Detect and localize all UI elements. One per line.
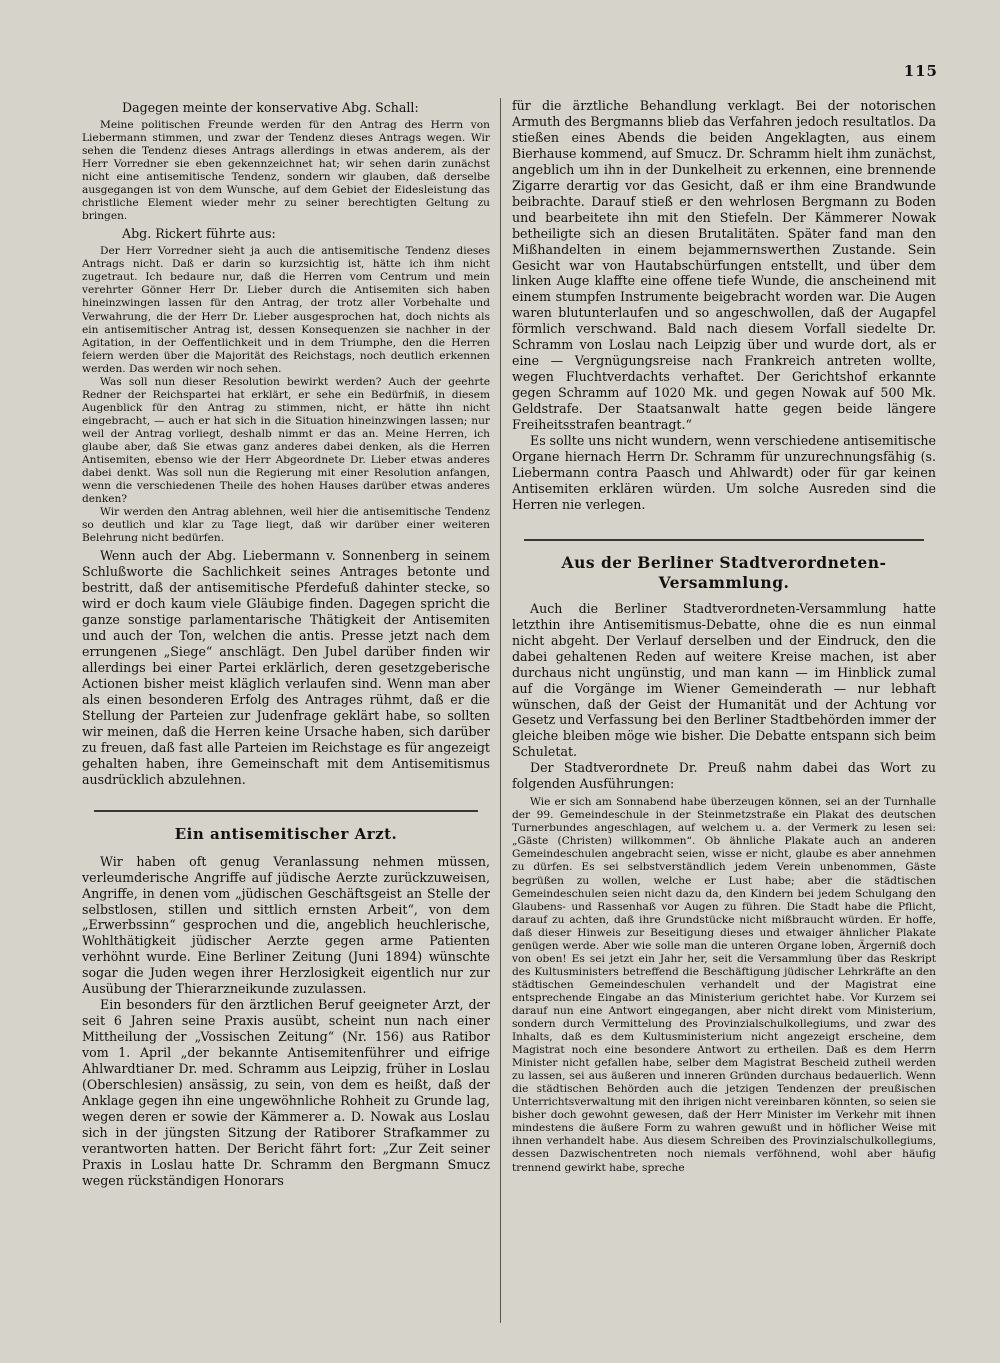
- para-bericht: für die ärztliche Behandlung verklagt. Bei der notorischen Armuth des Bergmanns blieb das Verfahren jedoch resultatlos. Da stießen eines Abends die beiden Angeklagten, aus einem Bierhause kommend, auf Smucz. Dr. Schramm hielt ihm zunächst, angeblich um ihn in der Dunkelheit zu erkennen, eine brennende Zigarre derartig vor das Gesicht, daß er ihm eine Brandwunde beibrachte. Darauf stieß er den wehrlosen Bergmann zu Boden und bearbeitete ihn mit den Stiefeln. Der Kämmerer Nowak betheiligte sich an diesen Brutalitäten. Später fand man den Mißhandelten in einem bejammernswerthen Zustande. Sein Gesicht war von Hautabschürfungen entstellt, und über dem linken Auge klaffte eine offene tiefe Wunde, die anscheinend mit einem stumpfen Instrumente beigebracht worden war. Die Augen waren blutunterlaufen und so angeschwollen, daß der Augapfel förmlich verschwand. Bald nach diesem Vorfall siedelte Dr. Schramm von Loslau nach Leipzig über und wurde dort, als er eine — Vergnügungsreise nach Frankreich antreten wollte, wegen Fluchtverdachts verhaftet. Der Gerichtshof erkannte gegen Schramm auf 1020 Mk. und gegen Nowak auf 500 Mk. Geldstrafe. Der Staatsanwalt hatte gegen beide längere Freiheitsstrafen beantragt.“: [512, 98, 936, 433]
- quote-rickert-2: Was soll nun dieser Resolution bewirkt werden? Auch der geehrte Redner der Reichspartei hat erklärt, er sehe ein Bedürfniß, in diesem Augenblick für den Antrag zu stimmen, nicht, er hätte ihn nicht eingebracht, — auch er hat sich in die Situation hineinzwingen lassen; nur weil der Antrag vorliegt, deshalb nimmt er das an. Meine Herren, ich glaube aber, daß Sie etwas ganz anderes dabei denken, als die Herren Antisemiten, ebenso wie der Herr Abgeordnete Dr. Lieber etwas anderes dabei denkt. Was soll nun die Regierung mit einer Resolution anfangen, wenn die verschiedenen Theile des hohen Hauses darüber etwas anderes denken?: [82, 375, 490, 506]
- quote-schall: Meine politischen Freunde werden für den Antrag des Herrn von Liebermann stimmen, und zwar der Tendenz dieses Antrags wegen. Wir sehen die Tendenz dieses Antrags allerdings in etwas anderem, als der Herr Vorredner sie eben gekennzeichnet hat; wir sehen darin zunächst nicht eine antisemitische Tendenz, sondern wir glauben, daß derselbe ausgegangen ist von dem Wunsche, auf dem Gebiet der Eidesleistung das christliche Element wieder mehr zu seiner berechtigten Geltung zu bringen.: [82, 118, 490, 223]
- quote-rickert-1: Der Herr Vorredner sieht ja auch die antisemitische Tendenz dieses Antrags nicht. Daß er darin so kurzsichtig ist, hätte ich ihm nicht zugetraut. Ich bedaure nur, daß die Herren vom Centrum und mein verehrter Gönner Herr Dr. Lieber durch die Antisemiten sich haben hineinzwingen lassen für den Antrag, der trotz aller Vorbehalte und Verwahrung, die der Herr Dr. Lieber ausgesprochen hat, doch nichts als ein antisemitischer Antrag ist, dessen Konsequenzen sie nachher in der Agitation, in der Oeffentlichkeit und in dem Triumphe, den die Herren feiern werden über die Majorität des Reichstags, noch deutlich erkennen werden. Das werden wir noch sehen.: [82, 245, 490, 375]
- quote-preuss: Wie er sich am Sonnabend habe überzeugen können, sei an der Turnhalle der 99. Gemeindeschule in der Steinmetzstraße ein Plakat des deutschen Turnerbundes angeschlagen, auf welchem u. a. der Vermerk zu lesen sei: „Gäste (Christen) willkommen“. Ob ähnliche Plakate auch an anderen Gemeindeschulen angebracht seien, wisse er nicht, glaube es aber annehmen zu dürfen. Es sei selbstverständlich jedem Verein unbenommen, Gäste begrüßen zu wollen, welche er Lust habe; aber die städtischen Gemeindeschulen seien nicht dazu da, den Kindern bei jedem Schulgang den Glaubens- und Rassenhaß vor Augen zu führen. Die Stadt habe die Pflicht, darauf zu achten, daß ihre Grundstücke nicht mißbraucht würden. Er hoffe, daß dieser Hinweis zur Beseitigung dieses und etwaiger ähnlicher Plakate genügen werde. Aber wie solle man die unteren Organe loben, Ärgerniß doch von oben! Es sei jetzt ein Jahr her, seit die Versammlung über das Reskript des Kultusministers betreffend die Beschäftigung jüdischer Lehrkräfte an den städtischen Gemeindeschulen verhandelt und der Magistrat eine entsprechende Eingabe an das Ministerium gerichtet habe. Vor Kurzem sei darauf nun eine Antwort eingegangen, aber nicht direkt vom Ministerium, sondern durch Vermittelung des Provinzialschulkollegiums, und zwar des Inhalts, daß es dem Kultusministerium nicht angezeigt erscheine, dem Magistrat noch eine besondere Antwort zu ertheilen. Daß es dem Herrn Minister nicht gefallen habe, selber dem Magistrat Bescheid zutheil werden zu lassen, sei aus äußeren und inneren Gründen durchaus bedauerlich. Wenn die städtischen Behörden auch die jetzigen Tendenzen der preußischen Unterrichtsverwaltung mit den ihrigen nicht vereinbaren könnten, so seien sie bisher doch gewohnt gewesen, daß der Herr Minister im Verkehr mit ihnen mindestens die äußere Form zu wahren gewußt und in höflicher Weise mit ihnen verhandelt habe. Aus diesem Schreiben des Provinzialschulkollegiums, dessen Dazwischentreten noch niemals verföhnend, wohl aber häufig trennend gewirkt habe, spreche: [512, 796, 936, 1174]
- para-arzt-2: Ein besonders für den ärztlichen Beruf geeigneter Arzt, der seit 6 Jahren seine Praxis ausübt, scheint nun nach einer Mittheilung der „Vossischen Zeitung“ (Nr. 156) aus Ratibor vom 1. April „der bekannte Antisemitenführer und eifrige Ahlwardtianer Dr. med. Schramm aus Leipzig, früher in Loslau (Oberschlesien) ansässig, zu sein, von dem es heißt, daß der Anklage gegen ihn eine ungewöhnliche Rohheit zu Grunde lag, wegen deren er sowie der Kämmerer a. D. Nowak aus Loslau sich in der jüngsten Sitzung der Ratiborer Strafkammer zu verantworten hatten. Der Bericht fährt fort: „Zur Zeit seiner Praxis in Loslau hatte Dr. Schramm den Bergmann Smucz wegen rückständigen Honorars: [82, 997, 490, 1188]
- para-arzt-1: Wir haben oft genug Veranlassung nehmen müssen, verleumderische Angriffe auf jüdische Aerzte zurückzuweisen, Angriffe, in denen vom „jüdischen Geschäftsgeist an Stelle der selbstlosen, stillen und sittlich ernsten Arbeit“, von dem „Erwerbssinn“ gesprochen und die, angeblich heuchlerische, Wohlthätigkeit jüdischer Aerzte gegen arme Patienten verhöhnt wurde. Eine Berliner Zeitung (Juni 1894) wünschte sogar die Juden wegen ihrer Herzlosigkeit eigentlich nur zur Ausübung der Thierarzneikunde zuzulassen.: [82, 853, 490, 997]
- column-divider: [500, 98, 501, 1323]
- heading-arzt: Ein antisemitischer Arzt.: [174, 824, 398, 843]
- quote-rickert-3: Wir werden den Antrag ablehnen, weil hier die antisemitische Tendenz so deutlich und klar zu Tage liegt, daß wir darüber einer weiteren Belehrung nicht bedürfen.: [82, 506, 490, 545]
- intro-preuss: Der Stadtverordnete Dr. Preuß nahm dabei das Wort zu folgenden Ausführungen:: [512, 760, 936, 792]
- para-berlin: Auch die Berliner Stadtverordneten-Versammlung hatte letzthin ihre Antisemitismus-Debatte, ohne die es nun einmal nicht abgeht. Der Verlauf derselben und der Eindruck, den die dabei gehaltenen Reden auf weitere Kreise machen, ist aber durchaus nicht ungünstig, und man kann — im Hinblick zumal auf die Vorgänge im Wiener Gemeinderath — nur lebhaft wünschen, daß der Geist der Humanität und der Achtung vor Gesetz und Verfassung bei den Berliner Stadtbehörden immer der gleiche bleiben möge wie bisher. Die Debatte entspann sich beim Schuletat.: [512, 600, 936, 760]
- intro-schall: Dagegen meinte der konservative Abg. Schall:: [122, 100, 419, 115]
- right-column: [512, 98, 936, 1333]
- page-number: 115: [903, 62, 938, 80]
- section-rule: [524, 539, 924, 541]
- heading-berlin: Aus der Berliner Stadtverordneten-Versammlung.: [561, 552, 887, 592]
- intro-rickert: Abg. Rickert führte aus:: [122, 226, 276, 242]
- para-organe: Es sollte uns nicht wundern, wenn verschiedene antisemitische Organe hiernach Herrn Dr. Schramm für unzurechnungsfähig (s. Liebermann contra Paasch und Ahlwardt) oder für gar keinen Antisemiten erklären würden. Um solche Ausreden sind die Herren nie verlegen.: [512, 433, 936, 512]
- para-liebermann: Wenn auch der Abg. Liebermann v. Sonnenberg in seinem Schlußworte die Sachlichkeit seines Antrages betonte und bestritt, daß der antisemitische Pferdefuß dahinter stecke, so wird er doch kaum viele Gläubige finden. Dagegen spricht die ganze sonstige parlamentarische Thätigkeit der Antisemiten und auch der Ton, welchen die antis. Presse jetzt nach dem errungenen „Siege“ anschlägt. Den Jubel darüber finden wir allerdings bei einer Partei erklärlich, deren gesetzgeberische Actionen bisher meist kläglich verlaufen sind. Wenn man aber als einen besonderen Erfolg des Antrages rühmt, daß er die Stellung der Parteien zur Judenfrage geklärt habe, so sollten wir meinen, daß die Herren keine Ursache haben, sich darüber zu freuen, daß fast alle Parteien im Reichstage es für angezeigt gehalten haben, ihre Gemeinschaft mit dem Antisemitismus ausdrücklich abzulehnen.: [82, 548, 490, 787]
- left-column: [82, 98, 490, 1333]
- section-rule: [94, 810, 478, 812]
